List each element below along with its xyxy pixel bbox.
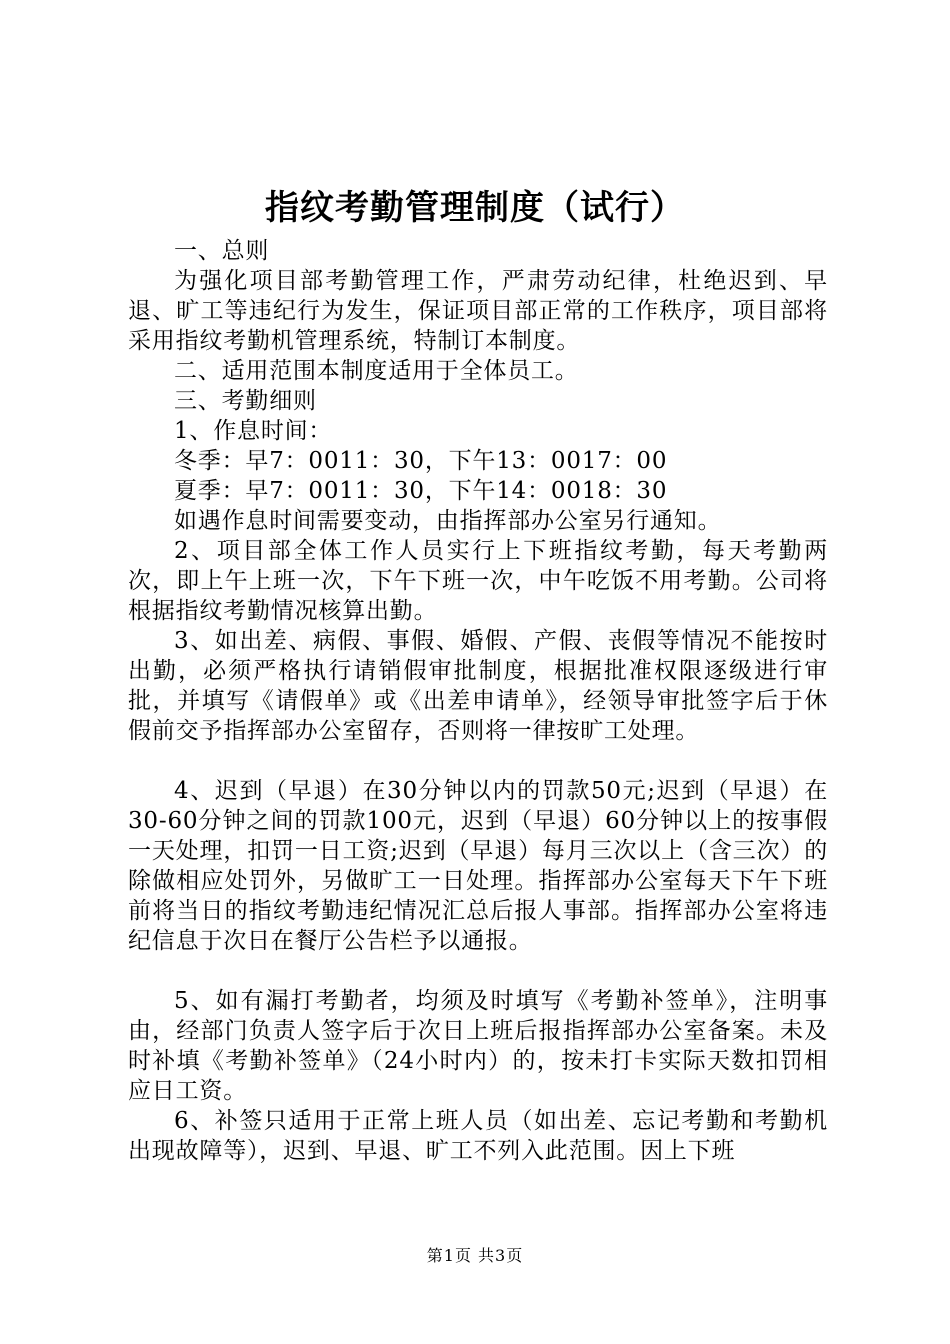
rule-6: 6、补签只适用于正常上班人员（如出差、忘记考勤和考勤机出现故障等），迟到、早退、旷工不列入此范围。因上下班 (128, 1108, 828, 1164)
rule-2: 2、项目部全体工作人员实行上下班指纹考勤，每天考勤两次，即上午上班一次，下午下班一次，中午吃饭不用考勤。公司将根据指纹考勤情况核算出勤。 (128, 538, 828, 624)
section-heading-scope: 二、适用范围本制度适用于全体员工。 (174, 358, 579, 384)
paragraph-purpose: 为强化项目部考勤管理工作，严肃劳动纪律，杜绝迟到、早退、旷工等违纪行为发生，保证项目部正常的工作秩序，项目部将采用指纹考勤机管理系统，特制订本制度。 (128, 268, 828, 354)
schedule-change-note: 如遇作息时间需要变动，由指挥部办公室另行通知。 (174, 508, 722, 534)
document-title: 指纹考勤管理制度（试行） (265, 188, 685, 228)
document-body (128, 236, 828, 1166)
section-heading-general: 一、总则 (174, 238, 270, 264)
winter-schedule: 冬季：早7：0011：30，下午13：0017：00 (174, 448, 668, 474)
rule-3: 3、如出差、病假、事假、婚假、产假、丧假等情况不能按时出勤，必须严格执行请销假审批制度，根据批准权限逐级进行审批，并填写《请假单》或《出差申请单》，经领导审批签字后于休假前交予指挥部办公室留存，否则将一律按旷工处理。 (128, 628, 828, 744)
rule-4: 4、迟到（早退）在30分钟以内的罚款50元;迟到（早退）在30-60分钟之间的罚款100元，迟到（早退）60分钟以上的按事假一天处理，扣罚一日工资;迟到（早退）每月三次以上（含三次）的除做相应处罚外，另做旷工一日处理。指挥部办公室每天下午下班前将当日的指纹考勤违纪情况汇总后报人事部。指挥部办公室将违纪信息于次日在餐厅公告栏予以通报。 (128, 778, 828, 954)
rule-1-heading: 1、作息时间： (174, 418, 333, 444)
summer-schedule: 夏季：早7：0011：30，下午14：0018：30 (174, 478, 668, 504)
rule-5: 5、如有漏打考勤者，均须及时填写《考勤补签单》，注明事由，经部门负责人签字后于次日上班后报指挥部办公室备案。未及时补填《考勤补签单》（24小时内）的，按未打卡实际天数扣罚相应日工资。 (128, 988, 828, 1104)
section-heading-rules: 三、考勤细则 (174, 388, 317, 414)
page-number-footer: 第1页 共3页 (426, 1246, 524, 1265)
